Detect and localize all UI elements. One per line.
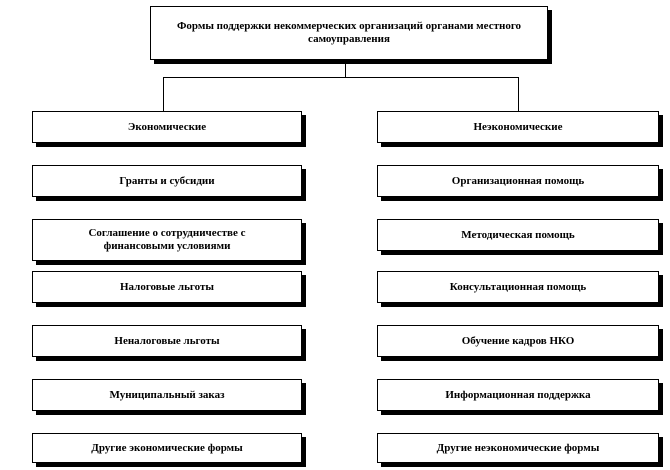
economic-item-label: Муниципальный заказ	[109, 388, 225, 401]
non-economic-item-label: Информационная поддержка	[445, 388, 591, 401]
non-economic-item-box	[377, 219, 659, 251]
economic-item-box	[32, 219, 302, 261]
connector-root-down	[345, 60, 346, 77]
non-economic-item-box	[377, 379, 659, 411]
non-economic-item-label: Консультационная помощь	[449, 280, 587, 293]
non-economic-header-box	[377, 111, 659, 143]
root-label: Формы поддержки некоммерческих организаций органами местного самоуправления	[176, 20, 522, 45]
connector-left-down	[163, 77, 164, 111]
economic-item-box	[32, 379, 302, 411]
non-economic-item-label: Другие неэкономические формы	[436, 441, 600, 454]
non-economic-item-label: Обучение кадров НКО	[461, 334, 575, 347]
economic-item-box	[32, 433, 302, 463]
economic-header-label: Экономические	[127, 120, 207, 133]
connector-right-down	[518, 77, 519, 111]
non-economic-item-box	[377, 325, 659, 357]
economic-item-box	[32, 165, 302, 197]
economic-item-label: Неналоговые льготы	[114, 334, 220, 347]
economic-item-label: Соглашение о сотрудничестве с финансовыми условиями	[88, 227, 246, 252]
non-economic-item-box	[377, 271, 659, 303]
connector-horizontal	[163, 77, 519, 78]
economic-item-label: Другие экономические формы	[91, 441, 243, 454]
economic-item-box	[32, 271, 302, 303]
non-economic-item-label: Организационная помощь	[451, 174, 585, 187]
economic-header-box	[32, 111, 302, 143]
economic-item-label: Налоговые льготы	[120, 280, 214, 293]
non-economic-item-label: Методическая помощь	[461, 228, 575, 241]
economic-item-box	[32, 325, 302, 357]
non-economic-item-box	[377, 165, 659, 197]
non-economic-header-label: Неэкономические	[473, 120, 563, 133]
non-economic-item-box	[377, 433, 659, 463]
root-box	[150, 6, 548, 60]
economic-item-label: Гранты и субсидии	[119, 174, 215, 187]
